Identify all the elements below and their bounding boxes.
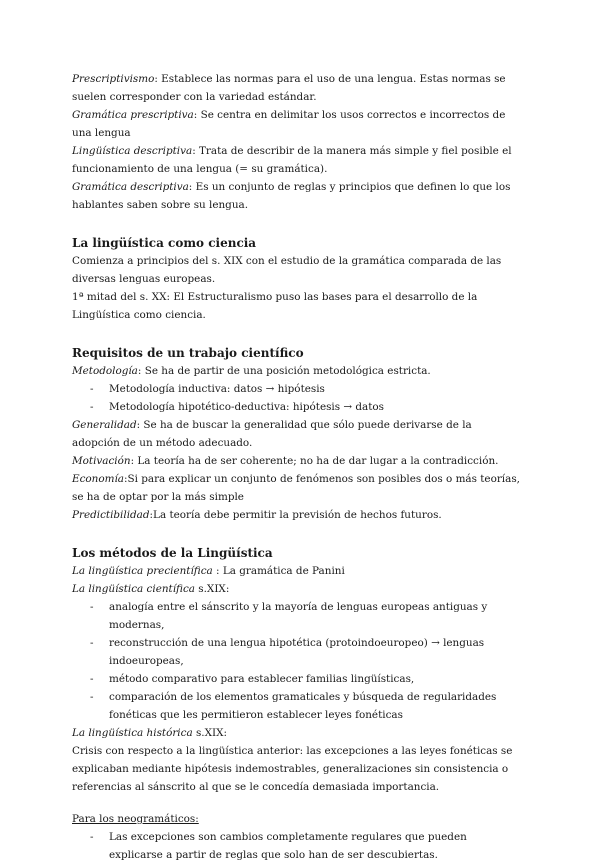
sep: :	[136, 419, 144, 431]
term: La lingüística histórica	[72, 727, 193, 739]
def-prescriptivismo	[72, 70, 522, 106]
list-item: - Metodología inductiva: datos → hipótesis	[90, 383, 325, 395]
ciencia-paragraph-1: Comienza a principios del s. XIX con el estudio de la gramática comparada de las diversas lenguas europeas.	[72, 255, 502, 285]
sep: :	[137, 365, 145, 377]
term: Economía	[72, 473, 124, 485]
term: La lingüística precientífica	[72, 565, 213, 577]
list-item: - método comparativo para establecer familias lingüísticas,	[90, 673, 415, 685]
term: Lingüística descriptiva	[72, 145, 193, 157]
list-item: - reconstrucción de una lengua hipotética (protoindoeuropeo) → lenguas indoeuropeas,	[90, 637, 485, 667]
list-item-text: reconstrucción de una lengua hipotética (protoindoeuropeo) → lenguas indoeuropeas,	[109, 637, 485, 667]
req-metodologia	[72, 362, 522, 380]
list-item-text: Las excepciones son cambios completamente regulares que pueden explicarse a partir de reglas que solo han de ser descubiertas.	[109, 831, 467, 861]
term: Generalidad	[72, 419, 137, 431]
definition: Establece las normas para el uso de una lengua. Estas normas se suelen corresponder con la variedad estándar.	[72, 73, 506, 103]
definition: Se ha de partir de una posición metodológica estricta.	[144, 365, 431, 377]
sep: :	[130, 455, 138, 467]
list-item-text: Metodología hipotético-deductiva: hipótesis → datos	[109, 401, 384, 413]
neogramaticos-list	[72, 828, 522, 864]
precientifica	[72, 562, 522, 580]
definition: Se ha de buscar la generalidad que sólo puede derivarse de la adopción de un método adecuado.	[72, 419, 472, 449]
cientifica-list	[72, 598, 522, 724]
term: Metodología	[72, 365, 138, 377]
list-item-text: comparación de los elementos gramaticales y búsqueda de regularidades fonéticas que les permitieron establecer leyes fonéticas	[109, 691, 497, 721]
neogramaticos-label	[72, 810, 522, 828]
term: Predictibilidad	[72, 509, 150, 521]
definition: La teoría ha de ser coherente; no ha de dar lugar a la contradicción.	[137, 455, 499, 467]
sep: :	[123, 473, 128, 485]
list-item: - Metodología hipotético-deductiva: hipótesis → datos	[90, 401, 384, 413]
crisis-paragraph: Crisis con respecto a la lingüística anterior: las excepciones a las leyes fonéticas se explicaban mediante hipótesis indemostrables, generalizaciones sin consistencia o referencias al sánscrito al que se le concedía demasiada importancia.	[72, 745, 513, 793]
heading-metodos: Los métodos de la Lingüística	[72, 546, 273, 560]
term: Motivación	[72, 455, 131, 467]
list-item-text: método comparativo para establecer familias lingüísticas,	[109, 673, 415, 685]
list-item-text: analogía entre el sánscrito y la mayoría de lenguas europeas antiguas y modernas,	[109, 601, 488, 631]
historica	[72, 724, 522, 742]
req-economia	[72, 470, 522, 506]
def-linguistica-descriptiva	[72, 142, 522, 178]
term: Prescriptivismo	[72, 73, 155, 85]
rest: s.XIX:	[194, 583, 230, 595]
sep: :	[149, 509, 154, 521]
ciencia-paragraph-2: 1ª mitad del s. XX: El Estructuralismo puso las bases para el desarrollo de la Lingüística como ciencia.	[72, 291, 478, 321]
def-gramatica-prescriptiva	[72, 106, 522, 142]
rest: s.XIX:	[192, 727, 227, 739]
sep: :	[193, 109, 201, 121]
term: Gramática prescriptiva	[72, 109, 194, 121]
definition: Se centra en delimitar los usos correctos e incorrectos de una lengua	[72, 109, 506, 139]
req-motivacion	[72, 452, 522, 470]
req-predictibilidad	[72, 506, 522, 524]
document-page	[72, 70, 522, 864]
sep: :	[188, 181, 196, 193]
definition: Trata de describir de la manera más simple y fiel posible el funcionamiento de una lengua (= su gramática).	[72, 145, 512, 175]
sep: :	[192, 145, 199, 157]
heading-requisitos: Requisitos de un trabajo científico	[72, 346, 304, 360]
heading-ciencia: La lingüística como ciencia	[72, 236, 257, 250]
underlined-label: Para los neogramáticos:	[72, 813, 199, 825]
definition: Si para explicar un conjunto de fenómenos son posibles dos o más teorías, se ha de optar por la más simple	[72, 473, 520, 503]
definition: Es un conjunto de reglas y principios que definen lo que los hablantes saben sobre su lengua.	[72, 181, 511, 211]
list-item: - Las excepciones son cambios completamente regulares que pueden explicarse a partir de reglas que solo han de ser descubiertas.	[90, 831, 467, 861]
def-gramatica-descriptiva	[72, 178, 522, 214]
req-generalidad	[72, 416, 522, 452]
term: La lingüística científica	[72, 583, 195, 595]
list-item: - analogía entre el sánscrito y la mayoría de lenguas europeas antiguas y modernas,	[90, 601, 488, 631]
cientifica	[72, 580, 522, 598]
list-item-text: Metodología inductiva: datos → hipótesis	[109, 383, 325, 395]
rest: : La gramática de Panini	[212, 565, 345, 577]
sep: :	[154, 73, 162, 85]
term: Gramática descriptiva	[72, 181, 189, 193]
list-item: - comparación de los elementos gramaticales y búsqueda de regularidades fonéticas que les permitieron establecer leyes fonéticas	[90, 691, 497, 721]
metodologia-list	[72, 380, 522, 416]
definition: La teoría debe permitir la previsión de hechos futuros.	[153, 509, 442, 521]
